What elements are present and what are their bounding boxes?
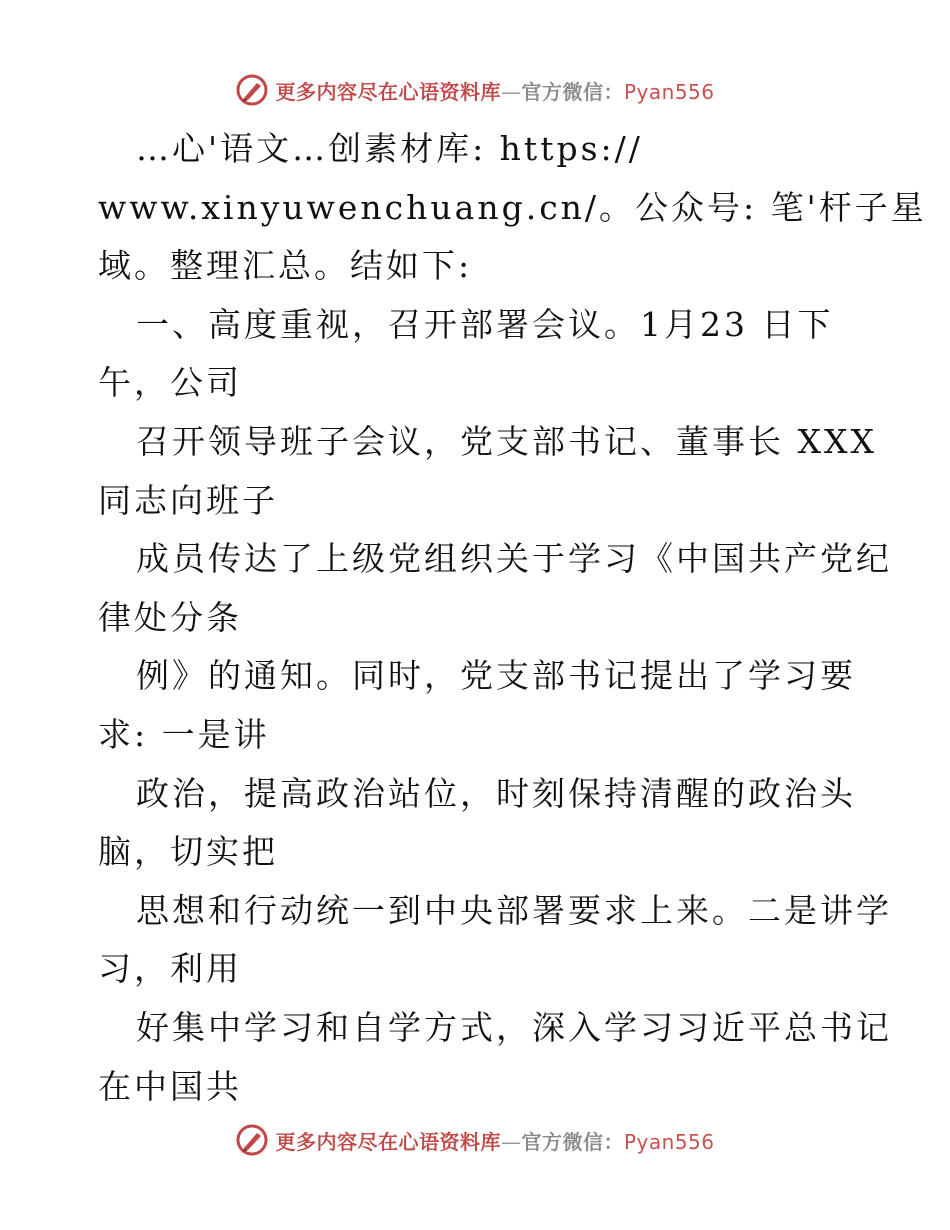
body-line: 习，利用 xyxy=(98,949,242,989)
header-banner-dash: — xyxy=(500,79,522,104)
body-line: 例》的通知。同时，党支部书记提出了学习要 xyxy=(136,656,856,696)
pen-logo-icon xyxy=(235,73,269,107)
body-line: 同志向班子 xyxy=(98,480,278,520)
header-banner xyxy=(0,68,950,112)
footer-banner-label: 官方微信： xyxy=(521,1129,624,1154)
body-line: 脑，切实把 xyxy=(98,832,278,872)
body-line: 政治，提高政治站位，时刻保持清醒的政治头 xyxy=(136,773,856,813)
body-line: www.xinyuwenchuang.cn/。公众号: 笔'杆子星 xyxy=(98,187,927,227)
body-line: …心'语文…创素材库: https:// xyxy=(136,129,643,168)
header-banner-text xyxy=(275,76,714,105)
footer-banner xyxy=(0,1118,950,1162)
body-line: 律处分条 xyxy=(98,597,242,637)
header-banner-main: 更多内容尽在心语资料库 xyxy=(275,79,501,104)
body-line: 午，公司 xyxy=(98,363,242,403)
footer-banner-handle: Pyan556 xyxy=(623,1129,715,1154)
footer-banner-text xyxy=(275,1126,714,1155)
pen-logo-icon xyxy=(235,1123,269,1157)
footer-banner-main: 更多内容尽在心语资料库 xyxy=(275,1129,501,1154)
document-body xyxy=(98,120,927,1116)
body-line: 召开领导班子会议，党支部书记、董事长 XXX xyxy=(136,421,877,461)
body-line: 好集中学习和自学方式，深入学习习近平总书记 xyxy=(136,1007,892,1047)
body-line: 在中国共 xyxy=(98,1066,242,1106)
header-banner-handle: Pyan556 xyxy=(623,79,715,104)
header-banner-label: 官方微信： xyxy=(521,79,624,104)
body-line: 成员传达了上级党组织关于学习《中国共产党纪 xyxy=(136,539,892,579)
body-line: 域。整理汇总。结如下: xyxy=(98,246,473,286)
body-line: 求: 一是讲 xyxy=(98,714,270,754)
body-line: 思想和行动统一到中央部署要求上来。二是讲学 xyxy=(136,890,892,930)
body-line: 一、高度重视，召开部署会议。1月23 日下 xyxy=(136,304,834,344)
footer-banner-dash: — xyxy=(500,1129,522,1154)
